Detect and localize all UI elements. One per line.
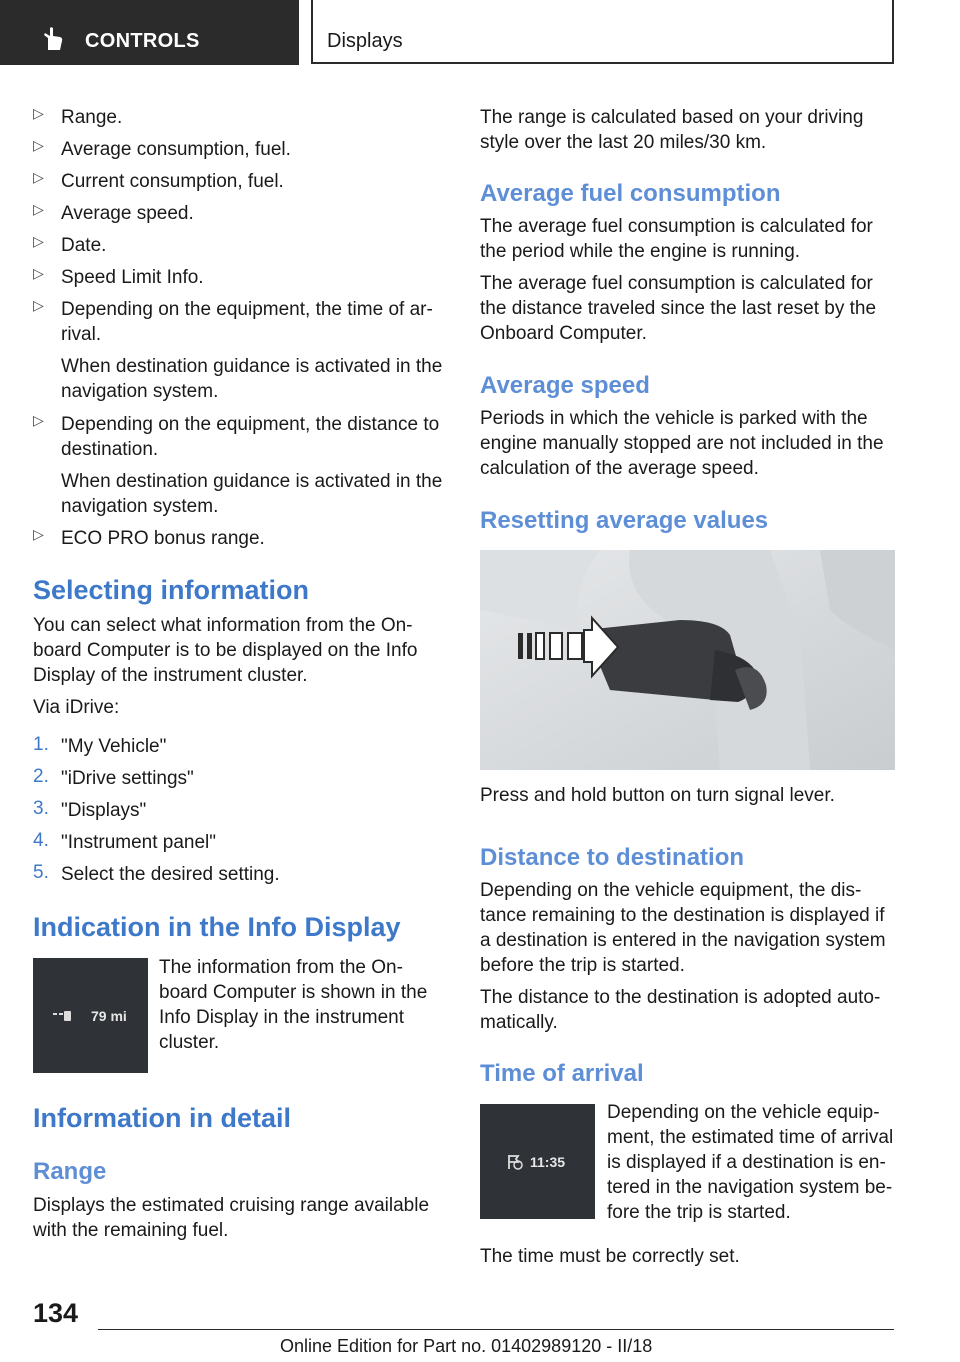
selecting-line-2: board Computer is to be displayed on the Info [33, 640, 418, 661]
avg-speed-line: Periods in which the vehicle is parked with the [480, 408, 868, 429]
triangle-bullet-icon: ▷ [33, 201, 44, 217]
arrival-line: fore the trip is started. [607, 1202, 791, 1223]
step-number: 2. [33, 766, 49, 787]
turn-signal-lever-illustration [480, 550, 895, 770]
triangle-bullet-icon: ▷ [33, 412, 44, 428]
right-column [480, 0, 900, 1290]
selecting-heading: Selecting information [33, 575, 310, 605]
arrival-line: tered in the navigation system be- [607, 1177, 893, 1198]
triangle-bullet-icon: ▷ [33, 265, 44, 281]
range-line-1: Displays the estimated cruising range available [33, 1195, 430, 1216]
range-line-2: with the remaining fuel. [33, 1220, 229, 1241]
triangle-bullet-icon: ▷ [33, 137, 44, 153]
flag-clock-icon [507, 1154, 523, 1170]
distance-line: before the trip is started. [480, 955, 685, 976]
edition-note: Online Edition for Part no. 01402989120 - II/18 [280, 1336, 653, 1356]
step-text: "iDrive settings" [61, 768, 194, 789]
step-text: "Instrument panel" [61, 832, 217, 853]
indication-line-4: cluster. [159, 1032, 220, 1053]
arrival-line: is displayed if a destination is en- [607, 1152, 886, 1173]
range-icon [53, 1010, 73, 1022]
step-number: 5. [33, 862, 49, 883]
reset-caption: Press and hold button on turn signal lever. [480, 785, 835, 806]
avg-fuel-line: The average fuel consumption is calculated for [480, 273, 873, 294]
distance-line: tance remaining to the destination is displayed if [480, 905, 885, 926]
triangle-bullet-icon: ▷ [33, 526, 44, 542]
footer-rule [98, 1329, 894, 1330]
arrival-line: ment, the estimated time of arrival [607, 1127, 894, 1148]
indication-line-1: The information from the On- [159, 957, 403, 978]
arrival-time: 11:35 [530, 1154, 566, 1170]
reset-heading: Resetting average values [480, 507, 769, 534]
selecting-line-3: Display of the instrument cluster. [33, 665, 308, 686]
avg-fuel-line: the distance traveled since the last reset by the [480, 298, 877, 319]
step-number: 3. [33, 798, 49, 819]
range-cont-line-2: style over the last 20 miles/30 km. [480, 132, 767, 153]
chapter-title: Displays [327, 30, 403, 52]
avg-fuel-line: Onboard Computer. [480, 323, 647, 344]
indication-heading: Indication in the Info Display [33, 912, 401, 942]
info-display-arrival-image [480, 1104, 595, 1219]
left-column: ▷ Range. ▷ Average consumption, fuel. ▷ Current consumption, fuel. ▷ Average speed. ▷ Date. ▷ Speed Limit Info. ▷ Depending on the equipment, the time of ar- rival. When destination guidance is activated in the navigation system. ▷ Depending on the equipment, the distance to destination. When destination guidance is activated in the navigation system. ▷ ECO PRO bonus range. Selecting information You can select what information from the On- board Computer is to be displayed on the Info Display of the instrument cluster. Via iDrive: 1. "My Vehicle" 2. "iDrive settings" 3. "Displays" 4. "Instrument panel" 5. Select the desired setting. Indication in the Info Display 79 mi The information from the On- board Computer is shown in the Info Display in the instrument cluster. Information in detail Range Displays the estimated cruising range available with the remaining fuel. [33, 0, 453, 1290]
via-idrive: Via iDrive: [33, 697, 120, 718]
indication-line-3: Info Display in the instrument [159, 1007, 405, 1028]
triangle-bullet-icon: ▷ [33, 233, 44, 249]
avg-fuel-heading: Average fuel consumption [480, 180, 781, 207]
distance-heading: Distance to destination [480, 844, 745, 871]
step-text: "Displays" [61, 800, 147, 821]
range-cont-line-1: The range is calculated based on your driving [480, 107, 864, 128]
page-number: 134 [33, 1298, 79, 1328]
triangle-bullet-icon: ▷ [33, 297, 44, 313]
distance-line: Depending on the vehicle equipment, the dis- [480, 880, 862, 901]
arrival-heading: Time of arrival [480, 1060, 644, 1087]
section-label: CONTROLS [85, 30, 200, 52]
distance-line: matically. [480, 1012, 558, 1033]
selecting-line-1: You can select what information from the On- [33, 615, 413, 636]
detail-heading: Information in detail [33, 1103, 292, 1133]
step-number: 1. [33, 734, 49, 755]
avg-speed-line: engine manually stopped are not included in the [480, 433, 884, 454]
range-heading: Range [33, 1158, 107, 1185]
step-text: "My Vehicle" [61, 736, 167, 757]
step-text: Select the desired setting. [61, 864, 280, 885]
info-display-range-image [33, 958, 148, 1073]
avg-fuel-line: The average fuel consumption is calculated for [480, 216, 873, 237]
triangle-bullet-icon: ▷ [33, 169, 44, 185]
avg-speed-heading: Average speed [480, 372, 650, 399]
avg-speed-line: calculation of the average speed. [480, 458, 759, 479]
triangle-bullet-icon: ▷ [33, 105, 44, 121]
distance-line: The distance to the destination is adopted auto- [480, 987, 881, 1008]
avg-fuel-line: the period while the engine is running. [480, 241, 801, 262]
arrival-note: The time must be correctly set. [480, 1246, 740, 1267]
arrival-line: Depending on the vehicle equip- [607, 1102, 880, 1123]
range-value: 79 mi [91, 1008, 127, 1024]
distance-line: a destination is entered in the navigation system [480, 930, 886, 951]
step-number: 4. [33, 830, 49, 851]
indication-line-2: board Computer is shown in the [159, 982, 428, 1003]
